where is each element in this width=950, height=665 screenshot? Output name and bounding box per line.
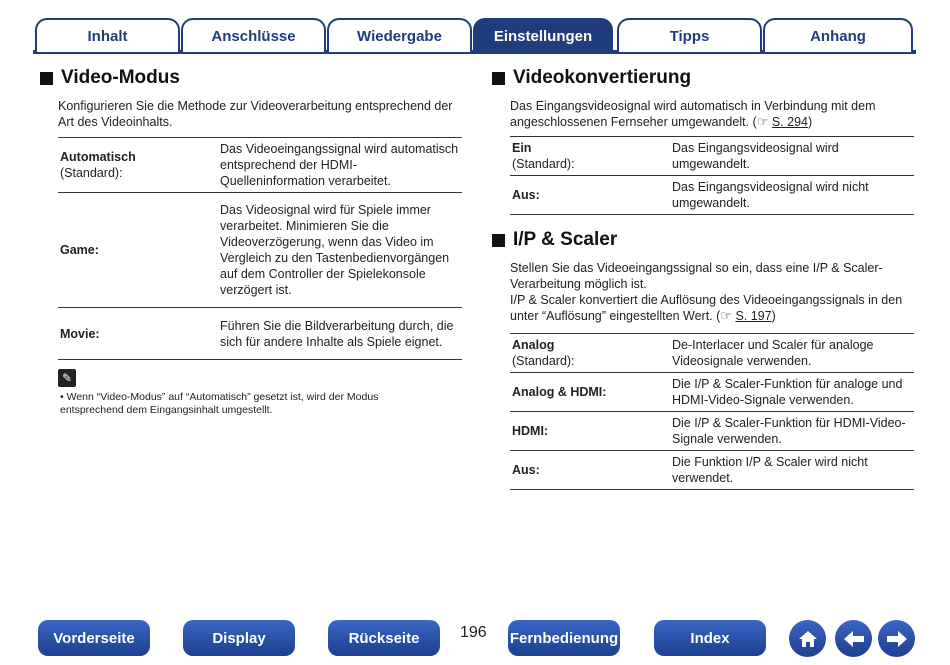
pointing-hand-icon: ☞ [720, 308, 732, 323]
page-reference-link[interactable]: (☞ S. 197) [716, 308, 776, 323]
option-key: Analog & HDMI: [512, 385, 607, 399]
home-button[interactable] [789, 620, 826, 657]
table-row [58, 308, 462, 360]
home-icon [797, 628, 819, 650]
back-button[interactable] [835, 620, 872, 657]
section-video-modus [40, 67, 462, 360]
table-row [58, 193, 462, 308]
tab-anschluesse[interactable]: Anschlüsse [181, 18, 326, 52]
arrow-left-icon [842, 629, 866, 649]
option-key: HDMI: [512, 424, 549, 438]
option-value: Das Videoeingangssignal wird automatisch entsprechend der HDMI-Quelleninformation verarbeitet. [220, 142, 459, 188]
video-modus-desc: Konfigurieren Sie die Methode zur Videoverarbeitung entsprechend der Art des Videoinhalts. [58, 99, 453, 129]
option-key: Analog (Standard): [512, 338, 575, 368]
tab-anhang[interactable]: Anhang [763, 18, 913, 52]
index-button[interactable]: Index [654, 620, 766, 656]
option-value: Führen Sie die Bildverarbeitung durch, die sich für andere Inhalte als Spiele eignet. [220, 318, 454, 349]
table-row [510, 451, 914, 490]
tab-bar [0, 0, 950, 56]
note-text: • Wenn “Video-Modus” auf “Automatisch” gesetzt ist, wird der Modus entsprechend dem Eingangsinhalt umgestellt. [60, 391, 379, 416]
video-modus-title: Video-Modus [61, 67, 180, 88]
page-number: 196 [460, 624, 487, 641]
table-row [510, 373, 914, 412]
section-videokonvertierung [492, 67, 914, 215]
pencil-icon: ✎ [58, 369, 76, 387]
forward-button[interactable] [878, 620, 915, 657]
rueckseite-button[interactable]: Rückseite [328, 620, 440, 656]
page-reference-link[interactable]: (☞ S. 294) [752, 114, 813, 129]
option-key: Aus: [512, 463, 540, 477]
tab-einstellungen[interactable]: Einstellungen [473, 18, 613, 52]
option-value: Die I/P & Scaler-Funktion für analoge und HDMI-Video-Signale verwenden. [672, 377, 903, 407]
videokonvertierung-title: Videokonvertierung [513, 67, 692, 88]
display-button[interactable]: Display [183, 620, 295, 656]
table-row [510, 176, 914, 215]
option-key: Game: [60, 243, 99, 257]
option-key: Ein (Standard): [512, 141, 575, 171]
option-key: Movie: [60, 326, 100, 341]
option-value: Das Videosignal wird für Spiele immer verarbeitet. Minimieren Sie die Videoverzögerung, wenn das Video im Vergleich zu den Tastenbedienvorgängen auf dem Controller der Spielekonsole verzögert ist. [220, 203, 450, 297]
fernbedienung-button[interactable]: Fernbedienung [508, 620, 620, 656]
video-modus-table [58, 137, 462, 360]
option-value: Das Eingangsvideosignal wird umgewandelt. [672, 141, 839, 171]
table-row [510, 137, 914, 176]
section-ip-scaler [492, 229, 914, 490]
table-row [510, 412, 914, 451]
table-row [510, 334, 914, 373]
ip-scaler-title: I/P & Scaler [513, 229, 618, 250]
square-bullet-icon [40, 72, 53, 85]
section-title [492, 229, 914, 251]
section-title [40, 67, 462, 89]
videokonvertierung-table [510, 136, 914, 215]
arrow-right-icon [885, 629, 909, 649]
tab-inhalt[interactable]: Inhalt [35, 18, 180, 52]
option-value: Das Eingangsvideosignal wird nicht umgewandelt. [672, 180, 869, 210]
table-row [58, 138, 462, 193]
tab-wiedergabe[interactable]: Wiedergabe [327, 18, 472, 52]
square-bullet-icon [492, 72, 505, 85]
tab-tipps[interactable]: Tipps [617, 18, 762, 52]
ip-scaler-desc: Stellen Sie das Videoeingangssignal so ein, dass eine I/P & Scaler-Verarbeitung möglich ist. I/P & Scaler konvertiert die Auflösung des Videoeingangssignals in den unter “Auflösung” eingestellten Wert. (☞ S. 197) [510, 261, 903, 323]
option-value: De-Interlacer und Scaler für analoge Videosignale verwenden. [672, 338, 874, 368]
option-value: Die I/P & Scaler-Funktion für HDMI-Video-Signale verwenden. [672, 416, 906, 446]
option-key: Aus: [512, 188, 540, 202]
ip-scaler-table [510, 333, 914, 490]
square-bullet-icon [492, 234, 505, 247]
pointing-hand-icon: ☞ [756, 114, 769, 129]
vorderseite-button[interactable]: Vorderseite [38, 620, 150, 656]
option-value: Die Funktion I/P & Scaler wird nicht verwendet. [672, 455, 868, 485]
videokonvertierung-desc: Das Eingangsvideosignal wird automatisch in Verbindung mit dem angeschlossenen Fernseher umgewandelt. (☞ S. 294) [510, 99, 876, 129]
section-title [492, 67, 914, 89]
option-key: Automatisch (Standard): [60, 150, 136, 180]
